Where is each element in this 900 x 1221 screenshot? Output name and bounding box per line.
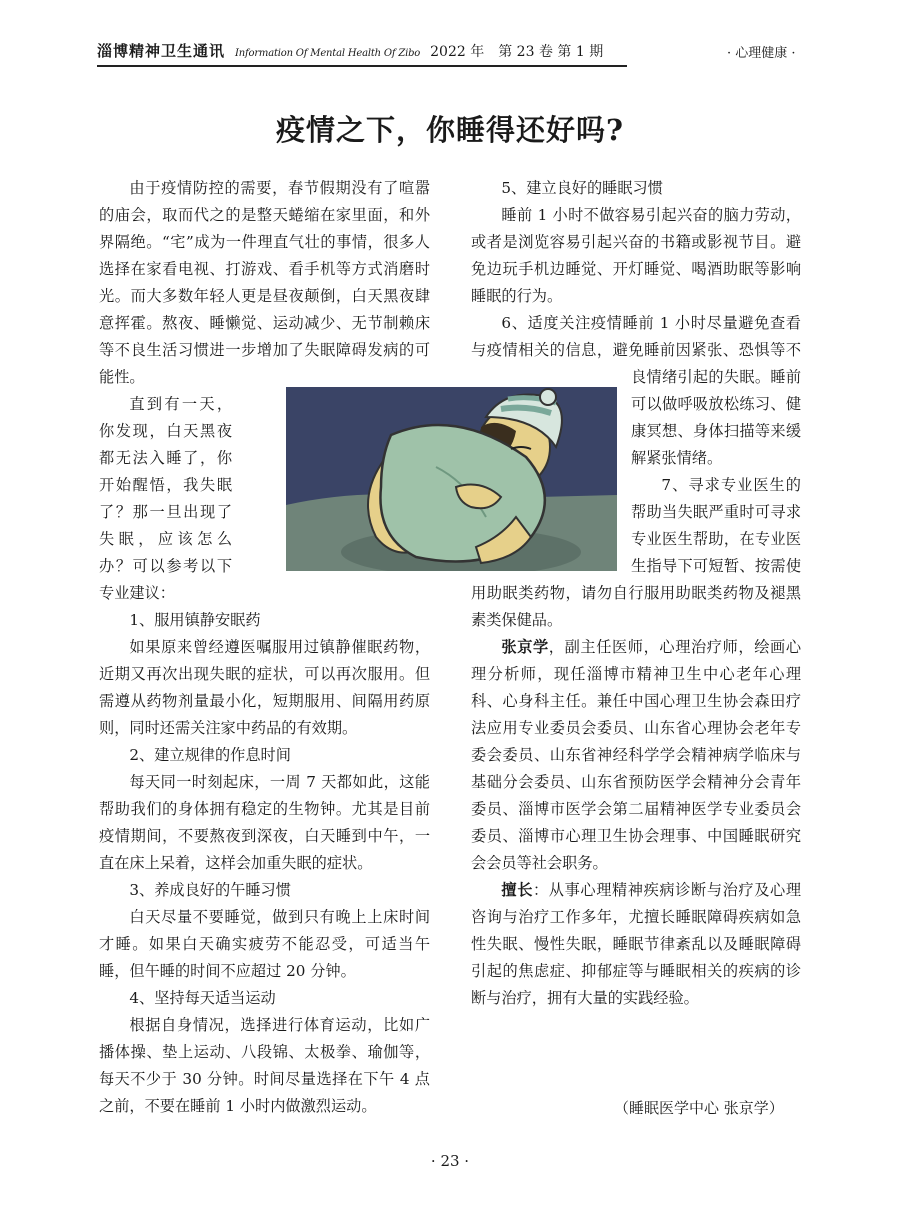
intro-paragraph: 由于疫情防控的需要，春节假期没有了喧嚣的庙会，取而代之的是整天蜷缩在家里面，和外界隔绝。“宅”成为一件理直气壮的事情，很多人选择在家看电视、打游戏、看手机等方式消磨时光。而大多数年轻人更是昼夜颠倒，白天黑夜肆意挥霍。熬夜、睡懒觉、运动减少、无节制赖床等不良生活习惯进一步增加了失眠障碍发病的可能性。 [99, 179, 430, 386]
cap-pompom [540, 389, 556, 405]
journal-header [97, 40, 627, 67]
author-bio [471, 634, 801, 877]
tip-6-body: 6、适度关注疫情睡前 1 小时尽量避免查看与疫情相关的信息，避免睡前因紧张、恐惧等不良情绪引起的失眠。睡前可以做呼吸放松练习、健康冥想、身体扫描等来缓解紧张情绪。 [471, 314, 801, 467]
tip-1-heading: 1、服用镇静安眠药 [129, 611, 261, 629]
tip-3-body: 白天尽量不要睡觉，做到只有晚上上床时间才睡。如果白天确实疲劳不能忍受，可适当午睡，但午睡的时间不应超过 20 分钟。 [99, 908, 430, 980]
page-number: · 23 · [430, 1152, 470, 1170]
insomnia-illustration [286, 387, 617, 571]
tip-2-heading: 2、建立规律的作息时间 [129, 746, 291, 764]
article-signature: （睡眠医学中心 张京学） [614, 1099, 784, 1117]
tip-5-body: 睡前 1 小时不做容易引起兴奋的脑力劳动，或者是浏览容易引起兴奋的书籍或影视节目。避免边玩手机边睡觉、开灯睡觉、喝酒助眠等影响睡眠的行为。 [471, 206, 801, 305]
tip-4-body: 根据自身情况，选择进行体育运动，比如广播体操、垫上运动、八段锦、太极拳、瑜伽等，每天不少于 30 分钟。时间尽量选择在下午 4 点之前，不要在睡前 1 小时内做激烈运动。 [99, 1016, 430, 1115]
author-bio-text: ，副主任医师，心理治疗师，绘画心理分析师，现任淄博市精神卫生中心老年心理科、心身科主任。兼任中国心理卫生协会森田疗法应用专业委员会委员、山东省心理协会老年专委会委员、山东省神经科学学会精神病学临床与基础分会委员、山东省预防医学会精神分会青年委员、淄博市医学会第二届精神医学专业委员会委员、淄博市心理卫生协会理事、中国睡眠研究会会员等社会职务。 [471, 638, 802, 872]
issue-info: 2022 年 第 23 卷 第 1 期 [430, 44, 604, 60]
right-column [471, 175, 801, 1012]
tip-7-body: 7、寻求专业医生的帮助当失眠严重时可寻求专业医生帮助，在专业医生指导下可短暂、按需使用助眠类药物，请勿自行服用助眠类药物及褪黑素类保健品。 [471, 476, 801, 629]
tip-1-body: 如果原来曾经遵医嘱服用过镇静催眠药物，近期又再次出现失眠的症状，可以再次服用。但需遵从药物剂量最小化，短期服用、间隔用药原则，同时还需关注家中药品的有效期。 [99, 638, 430, 737]
article-title: 疫情之下，你睡得还好吗? [276, 113, 624, 147]
author-name: 张京学 [501, 638, 549, 656]
intro-paragraph-2: 直到有一天，你发现，白天黑夜都无法入睡了，你开始醒悟，我失眠了？那一旦出现了失眠，应该怎么办？可以参考以下专业建议： [99, 395, 232, 602]
tip-4-heading: 4、坚持每天适当运动 [129, 989, 276, 1007]
journal-name-en: Information Of Mental Health Of Zibo [235, 48, 421, 59]
author-specialty [471, 877, 801, 1012]
left-column [99, 175, 430, 1120]
tip-3-heading: 3、养成良好的午睡习惯 [129, 881, 291, 899]
specialty-text: ：从事心理精神疾病诊断与治疗及心理咨询与治疗工作多年，尤擅长睡眠障碍疾病如急性失眠、慢性失眠，睡眠节律紊乱以及睡眠障碍引起的焦虑症、抑郁症等与睡眠相关的疾病的诊断与治疗，拥有大量的实践经验。 [471, 881, 802, 1007]
section-label: · 心理健康 · [727, 46, 796, 61]
specialty-label: 擅长 [501, 881, 533, 899]
tip-2-body: 每天同一时刻起床，一周 7 天都如此，这能帮助我们的身体拥有稳定的生物钟。尤其是目前疫情期间，不要熬夜到深夜，白天睡到中午，一直在床上呆着，这样会加重失眠的症状。 [99, 773, 430, 872]
tip-5-heading: 5、建立良好的睡眠习惯 [501, 179, 663, 197]
journal-name-cn: 淄博精神卫生通讯 [97, 42, 226, 60]
